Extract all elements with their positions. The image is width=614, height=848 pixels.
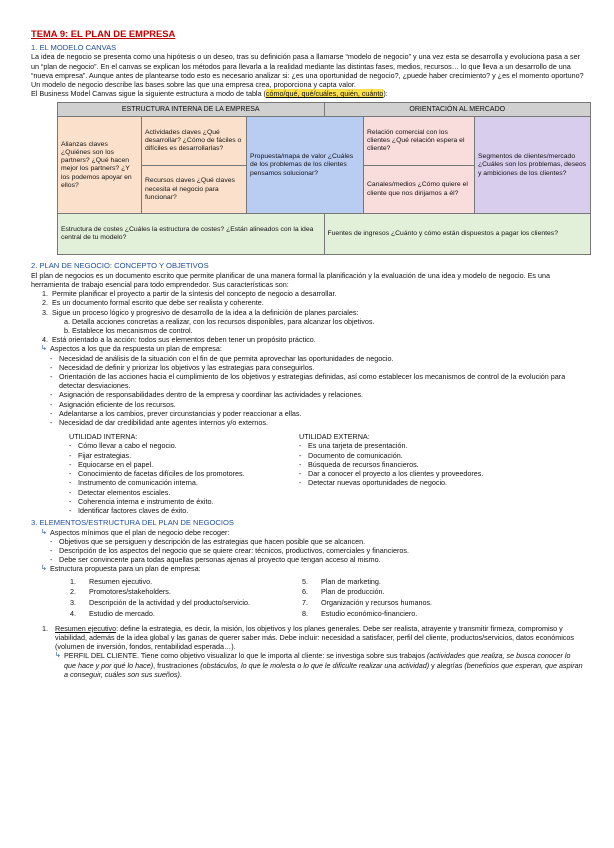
list-item: - Conocimiento de facetas difíciles de los promotores. (69, 469, 245, 479)
business-model-canvas (57, 102, 591, 255)
list-item: 7. Organización y recursos humanos. (302, 598, 433, 608)
arrow-item-minimos: ↳ Aspectos mínimos que el plan de negocio debe recoger: (41, 527, 230, 537)
list-item: 3. Descripción de la actividad y del producto/servicio. (70, 598, 250, 608)
arrow-bullet-icon: ↳ (41, 565, 47, 573)
plan-structure-list (70, 577, 584, 620)
list-item: 2. Es un documento formal escrito que debe ser realista y coherente. (42, 298, 264, 308)
arrow-bullet-icon: ↳ (55, 652, 61, 660)
canvas-footer (58, 214, 590, 254)
document-title: TEMA 9: EL PLAN DE EMPRESA (31, 28, 176, 39)
cell-ingresos: Fuentes de ingresos ¿Cuánto y cómo están dispuestos a pagar los clientes? (327, 230, 558, 238)
list-item: - Descripción de los aspectos del negocio que se quiere crear: técnicos, productivos, comerciales y financieros. (50, 545, 409, 555)
s2-dash-list (31, 354, 584, 428)
cell-relacion: Relación comercial con los clientes ¿Qué relación espera el cliente? (364, 117, 474, 166)
list-item: - Fijar estrategias. (69, 450, 132, 460)
section-2-heading: 2. PLAN DE NEGOCIO: CONCEPTO Y OBJETIVOS (31, 261, 209, 271)
list-item: - Asignación de responsabilidades dentro de la empresa y coordinar las actividades y relaciones. (50, 390, 364, 400)
arrow-bullet-icon: ↳ (41, 528, 47, 536)
list-item: - Necesidad de dar credibilidad ante agentes internos y/o externos. (50, 418, 268, 428)
list-item: - Coherencia interna e instrumento de éxito. (69, 496, 214, 506)
cell-costes: Estructura de costes ¿Cuáles la estructura de costes? ¿Están alineados con la idea central de tu modelo? (58, 214, 325, 254)
cell-actividades: Actividades claves ¿Qué desarrollar? ¿Cómo de fáciles o difíciles es desarrollarlas? (142, 117, 246, 166)
cell-canales: Canales/medios ¿Cómo quiere el cliente que nos dirijamos a él? (367, 181, 468, 197)
list-item: - Dar a conocer el proyecto a los clientes y proveedores. (299, 469, 484, 479)
list-item: - Identificar factores claves de éxito. (69, 505, 189, 515)
list-item: - Orientación de las acciones hacia el cumplimiento de los objetivos y estrategias definidas, así como establecer los mecanismos de control de la evolución para detectar desviaciones. (50, 372, 566, 391)
plan-structure-right (302, 577, 534, 620)
list-item: - Objetivos que se persiguen y descripción de las estrategias que hacen posible que se alcancen. (50, 536, 366, 546)
list-item: 1. Permite planificar el proyecto a partir de la síntesis del concepto de negocio a desarrollar. (42, 289, 337, 299)
cell-propuesta: Propuesta/mapa de valor ¿Cuáles de los problemas de los clientes pensamos solucionar? (247, 117, 364, 213)
list-item: - Detectar elementos esciales. (69, 487, 171, 497)
utilidad-externa-title: UTILIDAD EXTERNA: (299, 432, 370, 442)
plan-structure-left (70, 577, 302, 620)
list-item: - Debe ser convincente para todas aquellas personas ajenas al proyecto que tengan acceso al mismo. (50, 555, 381, 565)
list-item: 8. Estudio económico-financiero. (302, 608, 418, 618)
utilidad-columns (69, 432, 584, 515)
list-item: - Documento de comunicación. (299, 450, 403, 460)
highlighted-keywords: cómo/qué, qué/cuáles, quién, cuánto (265, 89, 384, 99)
resumen-ejecutivo-item: 1. Resumen ejecutivo: define la estrategia, es decir, la misión, los objetivos y los planes generales. Debe ser realista, atrayente y transmitir firmeza, compromiso y viabilidad, además de la idea global y las ganas de querer saber más. Debe incluir: necesidad a satisfacer, perfil del cliente, productos/servicios, datos económicos (volumen de inversión, fondos, rentabilidad esperada…). (42, 623, 574, 652)
section-1-heading: 1. EL MODELO CANVAS (31, 43, 117, 52)
perfil-cliente-item: ↳ PERFIL DEL CLIENTE. Tiene como objetivo visualizar lo que le importa al cliente: se investiga sobre sus trabajos (actividades que realiza, se busca conocer lo que hace y por qué lo hace), frustraciones (obstáculos, lo que le molesta o lo que le dificulte realizar una actividad) y alegrías (beneficios que esperan, que aspiran a conseguir, cuáles son sus sueños). (55, 651, 583, 679)
list-item: - Búsqueda de recursos financieros. (299, 459, 419, 469)
arrow-item-estructura: ↳ Estructura propuesta para un plan de empresa: (41, 564, 201, 574)
list-item: 2. Promotores/stakeholders. (70, 587, 171, 597)
list-item: - Necesidad de definir y priorizar los objetivos y las estrategias para conseguirlos. (50, 362, 315, 372)
list-item: 5. Plan de marketing. (302, 576, 381, 586)
sub-item-a: a. Detalla acciones concretas a realizar, con los recursos disponibles, para alcanzar los objetivos. (64, 316, 375, 326)
s1-paragraph-1: La idea de negocio se presenta como una hipótesis o un deseo, tras su definición pasa a llamarse “modelo de negocio” y una vez esta se desarrolla y evoluciona pasa a ser un “plan de negocio”. En el canvas se explican los métodos para llevarla a la realidad mediante las distintas fases, medios, recursos… lo que lleva a un desarrollo de una “nueva empresa”. Aunque antes de plantearse todo esto es necesario analizar si: ¿es una oportunidad de negocio?, ¿puede haber crecimiento? y ¿es el momento oportuno? (31, 52, 584, 80)
list-item: 3. Sigue un proceso lógico y progresivo de desarrollo de la idea a la definición de planes parciales: (42, 307, 359, 317)
list-item: - Es una tarjeta de presentación. (299, 441, 408, 451)
utilidad-interna-title: UTILIDAD INTERNA: (69, 432, 138, 442)
list-item: - Necesidad de análisis de la situación con el fin de que permita aprovechar las oportunidades de negocio. (50, 353, 394, 363)
canvas-head-internal: ESTRUCTURA INTERNA DE LA EMPRESA (58, 103, 325, 116)
list-item: - Instrumento de comunicación interna. (69, 478, 198, 488)
canvas-head-market: ORIENTACIÓN AL MERCADO (409, 106, 506, 114)
list-item: - Asignación eficiente de los recursos. (50, 399, 176, 409)
cell-recursos: Recursos claves ¿Qué claves necesita el negocio para funcionar? (145, 177, 235, 201)
canvas-body (58, 117, 590, 214)
utilidad-externa (299, 432, 519, 515)
resumen-ejecutivo-label: Resumen ejecutivo (55, 623, 117, 633)
s2-numbered-list (42, 289, 584, 344)
s2-paragraph-1: El plan de negocios es un documento escrito que permite planificar de una manera formal la planificación y la evaluación de una idea y modelo de negocio. Es una herramienta de trabajo esencial para todo emprendedor. Sus características son: (31, 270, 551, 290)
list-item: - Equiocarse en el papel. (69, 459, 154, 469)
arrow-item-aspectos: ↳ Aspectos a los que da respuesta un plan de empresa: (41, 344, 222, 354)
list-item: 4. Está orientado a la acción: todos sus elementos deben tener un propósito práctico. (42, 335, 316, 345)
list-item: 1. Resumen ejecutivo. (70, 576, 153, 586)
section-3-heading: 3. ELEMENTOS/ESTRUCTURA DEL PLAN DE NEGOCIOS (31, 518, 234, 528)
arrow-bullet-icon: ↳ (41, 345, 47, 353)
cell-relacion-canales (364, 117, 475, 213)
s1-paragraph-2: Un modelo de negocio describe las bases sobre las que una empresa crea, proporciona y capta valor. (31, 80, 356, 90)
s1-paragraph-3: El Business Model Canvas sigue la siguiente estructura a modo de tabla (cómo/qué, qué/cuáles, quién, cuánto): (31, 89, 388, 99)
cell-actividades-recursos (142, 117, 247, 213)
utilidad-interna (69, 432, 299, 515)
list-item: - Adelantarse a los cambios, prever circunstancias y poder reaccionar a ellas. (50, 408, 302, 418)
list-item: 6. Plan de producción. (302, 587, 385, 597)
list-item: - Detectar nuevas oportunidades de negocio. (299, 478, 448, 488)
list-item: 4. Estudio de mercado. (70, 608, 155, 618)
list-item: - Cómo llevar a cabo el negocio. (69, 441, 177, 451)
cell-segmentos: Segmentos de clientes/mercado ¿Cuáles son los problemas, deseos y ambiciones de los clientes? (475, 117, 590, 213)
sub-item-b: b. Establece los mecanismos de control. (64, 326, 193, 336)
canvas-header (58, 103, 590, 117)
cell-alianzas: Alianzas claves ¿Quiénes son los partners? ¿Qué hacen mejor los partners? ¿Y los podemos apoyar en ellos? (58, 117, 142, 213)
